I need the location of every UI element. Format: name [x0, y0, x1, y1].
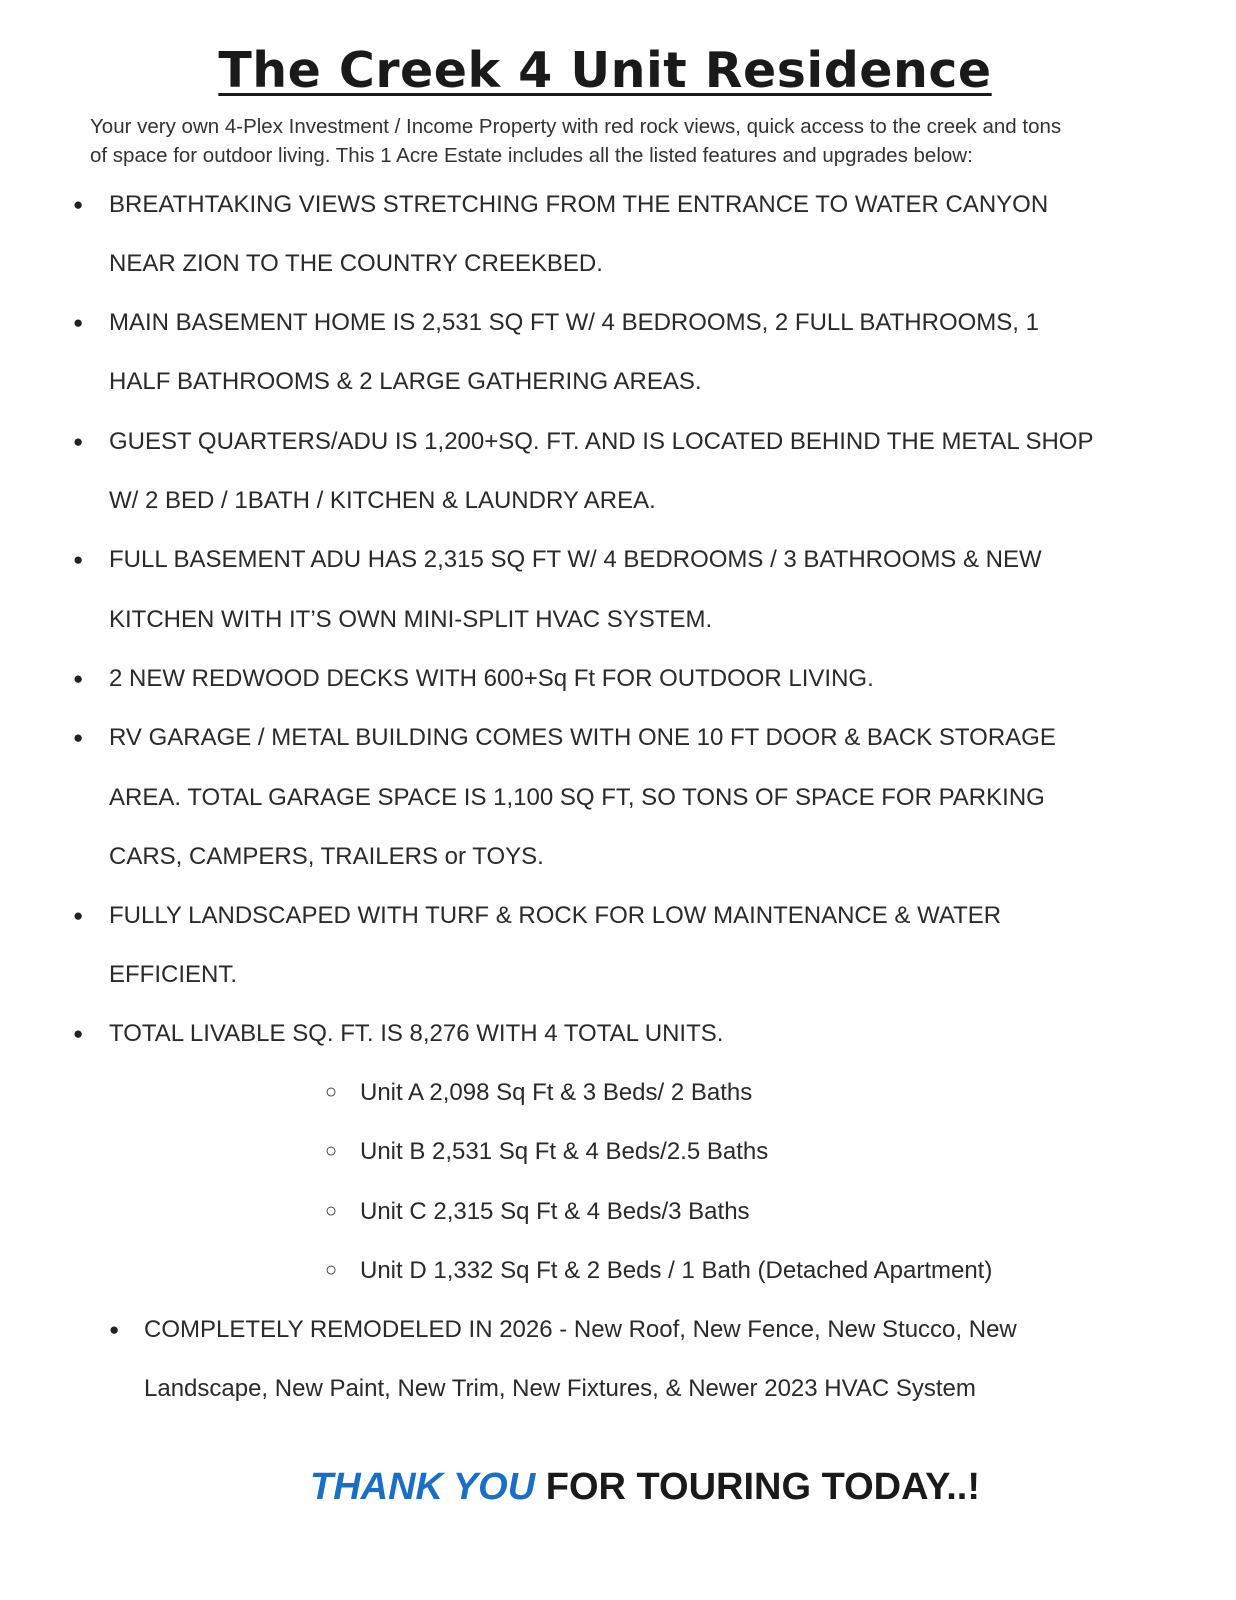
sub-bullet-icon: ○ — [325, 1081, 338, 1103]
feature-line: CARS, CAMPERS, TRAILERS or TOYS. — [109, 843, 544, 870]
bullet-icon: ● — [73, 1024, 84, 1043]
feature-line: AREA. TOTAL GARAGE SPACE IS 1,100 SQ FT, SO TONS OF SPACE FOR PARKING — [109, 784, 1045, 811]
sub-bullet-icon: ○ — [325, 1200, 338, 1222]
touring-text: FOR TOURING TODAY..! — [545, 1466, 980, 1508]
feature-line: TOTAL LIVABLE SQ. FT. IS 8,276 WITH 4 TOTAL UNITS. — [109, 1020, 724, 1047]
bullet-icon: ● — [73, 195, 84, 214]
feature-line: Landscape, New Paint, New Trim, New Fixtures, & Newer 2023 HVAC System — [144, 1375, 976, 1402]
bullet-icon: ● — [73, 906, 84, 925]
feature-line: KITCHEN WITH IT’S OWN MINI-SPLIT HVAC SYSTEM. — [109, 606, 713, 633]
feature-line: NEAR ZION TO THE COUNTRY CREEKBED. — [109, 250, 603, 277]
page-title: The Creek 4 Unit Residence — [218, 42, 992, 99]
unit-item: Unit C 2,315 Sq Ft & 4 Beds/3 Baths — [360, 1198, 750, 1225]
intro-line: of space for outdoor living. This 1 Acre Estate includes all the listed features and upgrades below: — [90, 144, 973, 167]
bullet-icon: ● — [73, 669, 84, 688]
bullet-icon: ● — [73, 728, 84, 747]
feature-line: MAIN BASEMENT HOME IS 2,531 SQ FT W/ 4 BEDROOMS, 2 FULL BATHROOMS, 1 — [109, 309, 1039, 336]
feature-line: BREATHTAKING VIEWS STRETCHING FROM THE ENTRANCE TO WATER CANYON — [109, 191, 1049, 218]
feature-line: 2 NEW REDWOOD DECKS WITH 600+Sq Ft FOR OUTDOOR LIVING. — [109, 665, 874, 692]
thank-you-text: THANK YOU — [309, 1466, 536, 1508]
bullet-icon: ● — [73, 550, 84, 569]
bullet-icon: ● — [73, 313, 84, 332]
feature-line: HALF BATHROOMS & 2 LARGE GATHERING AREAS. — [109, 368, 702, 395]
sub-bullet-icon: ○ — [325, 1140, 338, 1162]
feature-line: FULLY LANDSCAPED WITH TURF & ROCK FOR LOW MAINTENANCE & WATER — [109, 902, 1002, 929]
feature-line: FULL BASEMENT ADU HAS 2,315 SQ FT W/ 4 BEDROOMS / 3 BATHROOMS & NEW — [109, 546, 1042, 573]
sub-bullet-icon: ○ — [325, 1259, 338, 1281]
feature-line: RV GARAGE / METAL BUILDING COMES WITH ONE 10 FT DOOR & BACK STORAGE — [109, 724, 1056, 751]
unit-item: Unit D 1,332 Sq Ft & 2 Beds / 1 Bath (Detached Apartment) — [360, 1257, 993, 1284]
feature-line: GUEST QUARTERS/ADU IS 1,200+SQ. FT. AND IS LOCATED BEHIND THE METAL SHOP — [109, 428, 1094, 455]
bullet-icon: ● — [109, 1320, 120, 1339]
unit-item: Unit B 2,531 Sq Ft & 4 Beds/2.5 Baths — [360, 1138, 769, 1165]
bullet-icon: ● — [73, 432, 84, 451]
feature-line: EFFICIENT. — [109, 961, 238, 988]
feature-line: COMPLETELY REMODELED IN 2026 - New Roof, New Fence, New Stucco, New — [144, 1316, 1017, 1343]
closing-message — [0, 1462, 1236, 1512]
intro-paragraph — [90, 112, 1170, 170]
unit-item: Unit A 2,098 Sq Ft & 3 Beds/ 2 Baths — [360, 1079, 753, 1106]
feature-line: W/ 2 BED / 1BATH / KITCHEN & LAUNDRY AREA. — [109, 487, 656, 514]
intro-line: Your very own 4-Plex Investment / Income Property with red rock views, quick access to the creek and tons — [90, 115, 1062, 138]
